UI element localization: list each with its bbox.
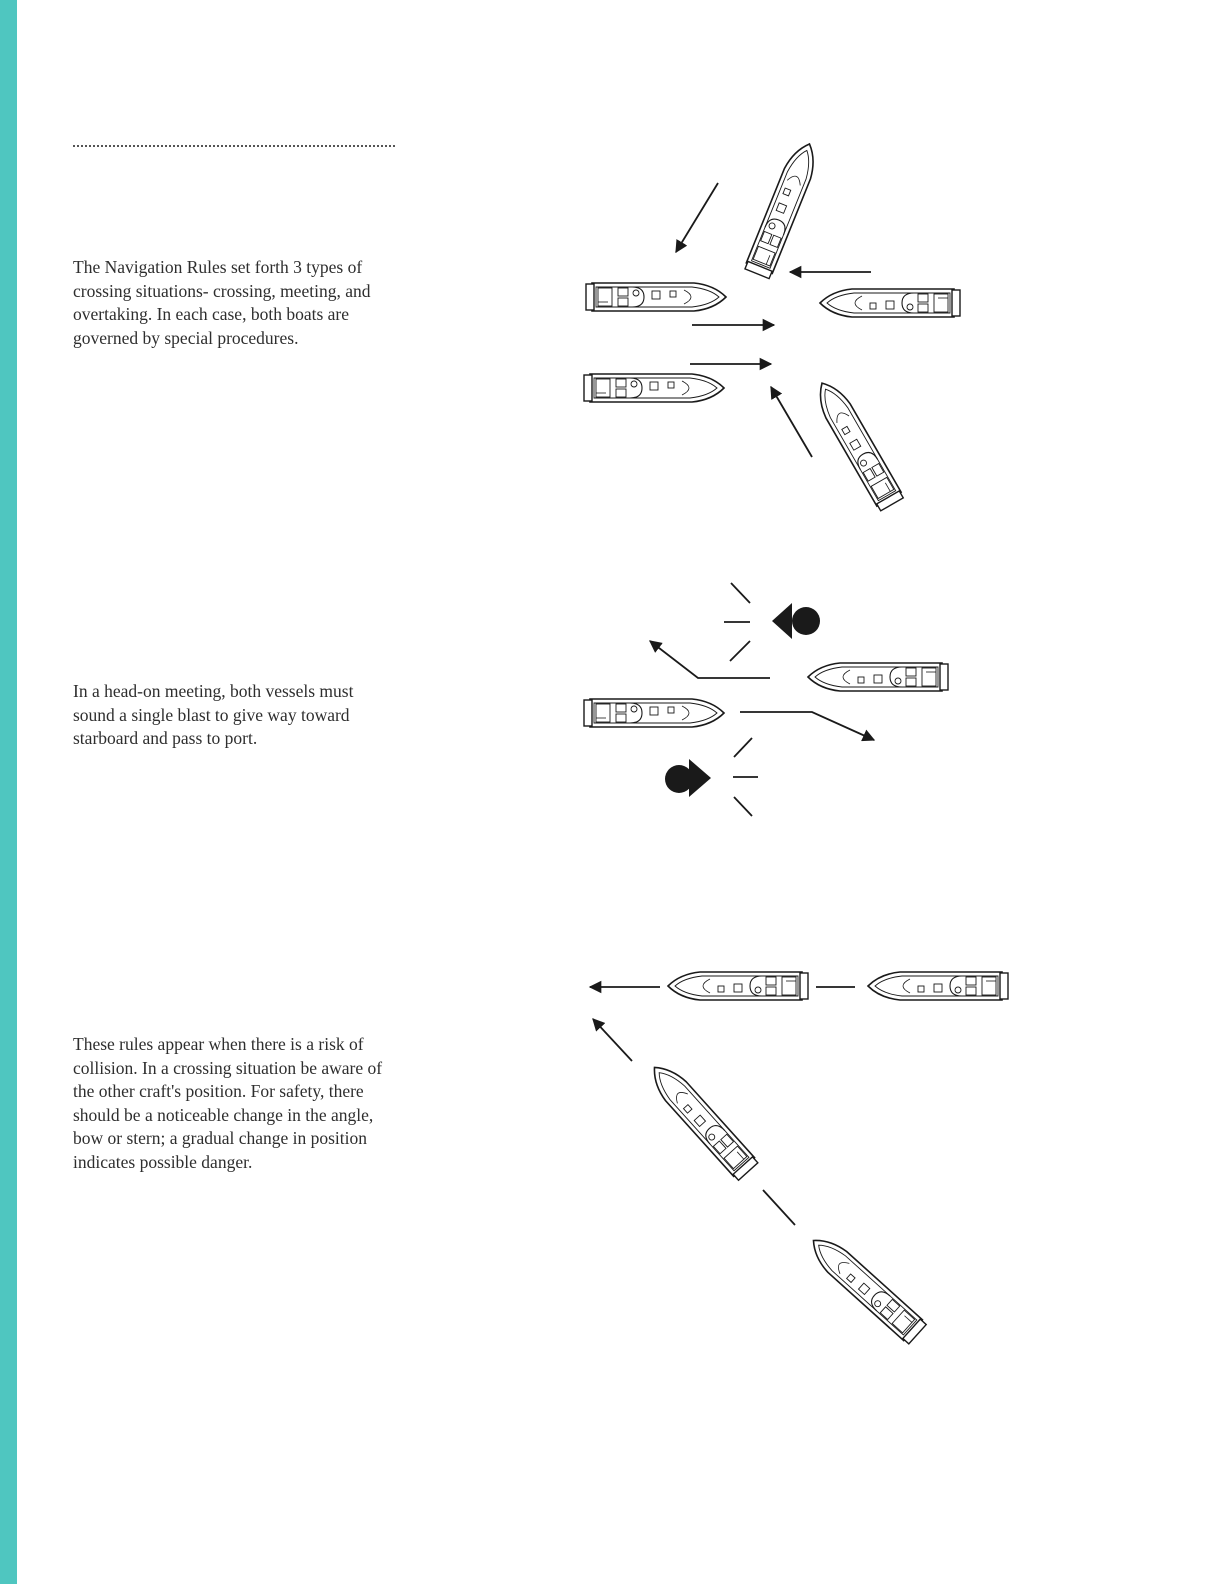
collision-risk-text: These rules appear when there is a risk of collision. In a crossing situation be aware of the other craft's position. For safety, there should be a noticeable change in the angle, bow or stern; a gradual change in position indicates possible danger. (73, 1034, 383, 1172)
crossing-diagram (584, 139, 960, 512)
arrow-icon (593, 1019, 632, 1061)
boat-icon (584, 374, 724, 402)
overtaking-diagram (590, 972, 1008, 1345)
crossing-intro-text: The Navigation Rules set forth 3 types of crossing situations- crossing, meeting, and overtaking. In each case, both boats are governed by special procedures. (73, 257, 371, 348)
boat-icon (820, 289, 960, 317)
boat-icon (744, 139, 822, 279)
arrow-icon (676, 183, 718, 252)
arrow-icon (771, 387, 812, 457)
boat-icon (586, 283, 726, 311)
boat-icon (644, 1058, 758, 1181)
sound-signal-icon (665, 759, 711, 797)
boat-icon (668, 972, 808, 1000)
arrow-icon (650, 641, 770, 678)
boat-icon (584, 699, 724, 727)
head-on-diagram (584, 583, 948, 816)
boat-icon (808, 663, 948, 691)
boat-icon (804, 1230, 927, 1344)
head-on-meeting-text: In a head-on meeting, both vessels must sound a single blast to give way toward starboard and pass to port. (73, 681, 354, 749)
boat-icon (868, 972, 1008, 1000)
boat-icon (810, 376, 904, 511)
sound-signal-icon (772, 603, 820, 639)
arrow-icon (740, 712, 874, 740)
